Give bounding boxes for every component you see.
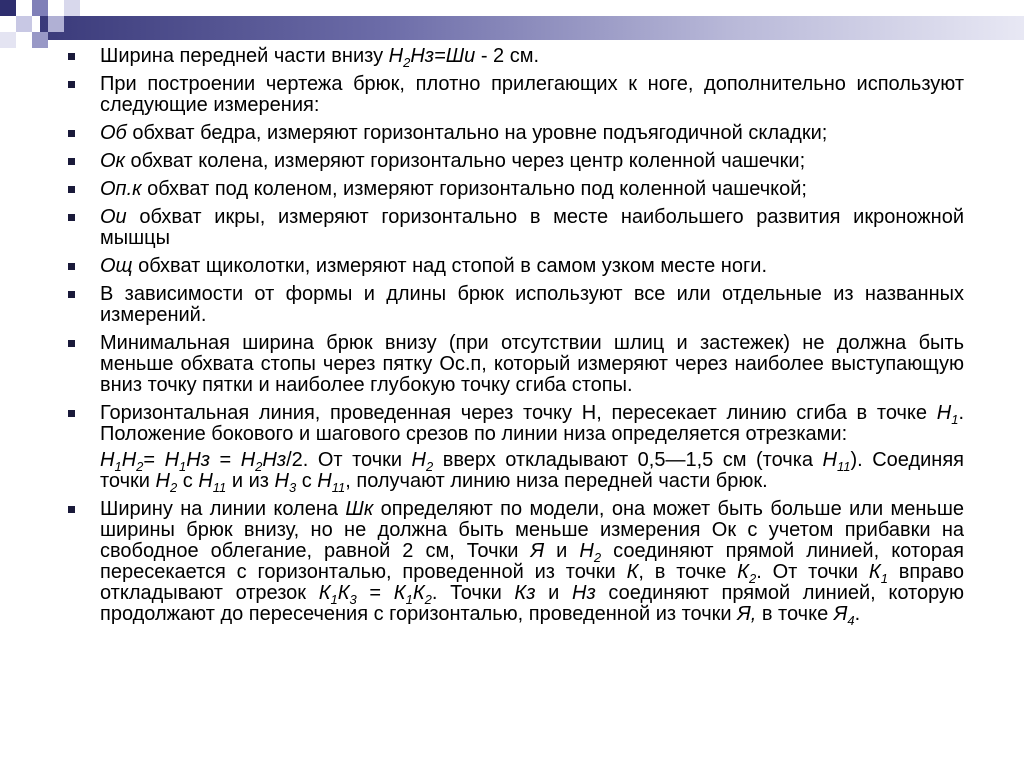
italic-text: К (318, 582, 331, 604)
subscript-text: 1 (880, 571, 888, 586)
italic-text: Н (936, 402, 952, 424)
text-run: обхват колена, измеряют горизонтально через центр коленной чашечки; (125, 150, 806, 172)
text-run: . Положение бокового и шагового срезов по линии низа определяется отрезками: (100, 402, 964, 445)
italic-text: Нз (572, 582, 596, 604)
text-run: и (544, 540, 580, 562)
deco-square (16, 16, 32, 32)
italic-text: Н (579, 540, 594, 562)
deco-square (48, 16, 64, 32)
text-run: вверх откладывают 0,5—1,5 см (точка (433, 449, 823, 471)
deco-square (32, 0, 48, 16)
continuation-paragraph (64, 449, 965, 495)
text-run: = (143, 449, 165, 471)
italic-text: Нз (186, 449, 210, 471)
italic-text: К (737, 561, 749, 583)
text-run: вправо откладывают отрезок (100, 561, 965, 604)
text-run: с (177, 470, 199, 492)
text-run: Горизонтальная линия, проведенная через точку Н, пересекает линию сгиба в точке (100, 402, 937, 424)
italic-text: Н (100, 449, 115, 471)
italic-text: Нз=Ши (410, 45, 476, 67)
subscript-text: 2 (169, 480, 178, 495)
text-run: . Точки (431, 582, 515, 604)
bullet-paragraph (64, 333, 964, 396)
subscript-text: 2 (403, 55, 411, 70)
subscript-text: 2 (426, 459, 434, 474)
text-run: - 2 см. (475, 45, 540, 67)
italic-text: К (393, 582, 406, 604)
text-run: Ширина передней части внизу (100, 45, 389, 67)
italic-text: Н (317, 470, 332, 492)
italic-text: Ои (100, 206, 127, 228)
italic-text: Н (198, 470, 213, 492)
italic-text: Н (411, 449, 426, 471)
subscript-text: 11 (212, 480, 227, 495)
subscript-text: 11 (331, 480, 346, 495)
italic-text: Н (121, 449, 137, 471)
text-run: и из (226, 470, 275, 492)
text-run: ). Соединяя точки (100, 449, 965, 492)
deco-square (32, 32, 48, 48)
text-run: соединяют прямой линией, которую продолжают до пересечения с горизонталью, проведенной из точки (100, 582, 964, 625)
deco-square (0, 32, 16, 48)
italic-text: Оп.к (100, 178, 142, 200)
bullet-paragraph (64, 256, 964, 277)
italic-text: Н (388, 45, 404, 67)
text-run: , в точке (638, 561, 738, 583)
bullet-paragraph (64, 151, 964, 172)
italic-text: К (868, 561, 881, 583)
subscript-text: 1 (405, 592, 413, 607)
subscript-text: 2 (748, 571, 757, 586)
subscript-text: 2 (424, 592, 432, 607)
text-run: Минимальная ширина брюк внизу (при отсутствии шлиц и застежек) не должна быть меньше обхвата стопы через пятку Ос.п, который измеряют через наиболее выступающую вниз точку пятки и наиболее глубокую точку сгиба стопы. (100, 332, 964, 396)
subscript-text: 2 (136, 459, 144, 474)
text-run: определяют по модели, она может быть больше или меньше ширины брюк внизу, но не должна быть меньше измерения Ок с учетом прибавки на свободное облегание, равной 2 см, Точки (100, 498, 965, 562)
text-run: Ширину на линии колена (100, 498, 346, 520)
slide-body (64, 46, 964, 632)
text-run: . (854, 603, 861, 625)
bullet-paragraph (64, 284, 964, 326)
bullet-paragraph (64, 74, 964, 116)
bullet-paragraph (64, 45, 964, 70)
italic-text: Ощ (100, 255, 133, 277)
title-bar-gradient (40, 16, 1024, 40)
text-run: с (296, 470, 318, 492)
subscript-text: 1 (179, 459, 187, 474)
text-run: = (356, 582, 394, 604)
text-run: обхват под коленом, измеряют горизонтально под коленной чашечкой; (141, 178, 807, 200)
text-run: /2. От точки (286, 449, 412, 471)
italic-text: Ок (100, 150, 125, 172)
italic-text: Я (833, 603, 848, 625)
italic-text: Н (822, 449, 837, 471)
italic-text: К (626, 561, 639, 583)
text-run: соединяют прямой линией, которая пересекается с горизонталью, проведенной из точки (100, 540, 964, 583)
bullet-paragraph (64, 207, 964, 249)
italic-text: Н (164, 449, 180, 471)
text-run: , получают линию низа передней части брюк. (345, 470, 768, 492)
bullet-paragraph (64, 179, 964, 200)
text-run: в точке (756, 603, 834, 625)
italic-text: К (412, 582, 425, 604)
bullet-paragraph (64, 123, 964, 144)
italic-text: Н (240, 449, 256, 471)
deco-square (64, 0, 80, 16)
italic-text: К (337, 582, 350, 604)
subscript-text: 11 (837, 459, 851, 474)
subscript-text: 3 (349, 592, 357, 607)
bullet-paragraph (64, 403, 964, 445)
text-run: = (210, 449, 241, 471)
subscript-text: 1 (951, 412, 959, 427)
bullet-paragraph (64, 498, 965, 628)
deco-square (0, 0, 16, 16)
subscript-text: 3 (288, 480, 297, 495)
italic-text: Об (100, 122, 127, 144)
text-run: В зависимости от формы и длины брюк используют все или отдельные из названных измерений. (100, 283, 964, 326)
text-run: обхват щиколотки, измеряют над стопой в самом узком месте ноги. (132, 255, 768, 277)
text-run: При построении чертежа брюк, плотно прилегающих к ноге, дополнительно используют следующие измерения: (100, 73, 964, 116)
italic-text: Кз (514, 582, 536, 604)
text-run: и (535, 582, 572, 604)
italic-text: Нз (262, 449, 287, 471)
subscript-text: 1 (114, 459, 122, 474)
italic-text: Я, (737, 603, 757, 625)
italic-text: Я (530, 540, 545, 562)
italic-text: Н (274, 470, 289, 492)
subscript-text: 2 (255, 459, 263, 474)
text-run: обхват бедра, измеряют горизонтально на уровне подъягодичной складки; (126, 122, 828, 144)
italic-text: Н (155, 470, 170, 492)
subscript-text: 1 (330, 592, 338, 607)
text-run: обхват икры, измеряют горизонтально в месте наибольшего развития икроножной мышцы (100, 206, 964, 249)
italic-text: Шк (345, 498, 374, 520)
subscript-text: 4 (847, 613, 855, 628)
text-run: . От точки (756, 561, 869, 583)
subscript-text: 2 (593, 550, 602, 565)
